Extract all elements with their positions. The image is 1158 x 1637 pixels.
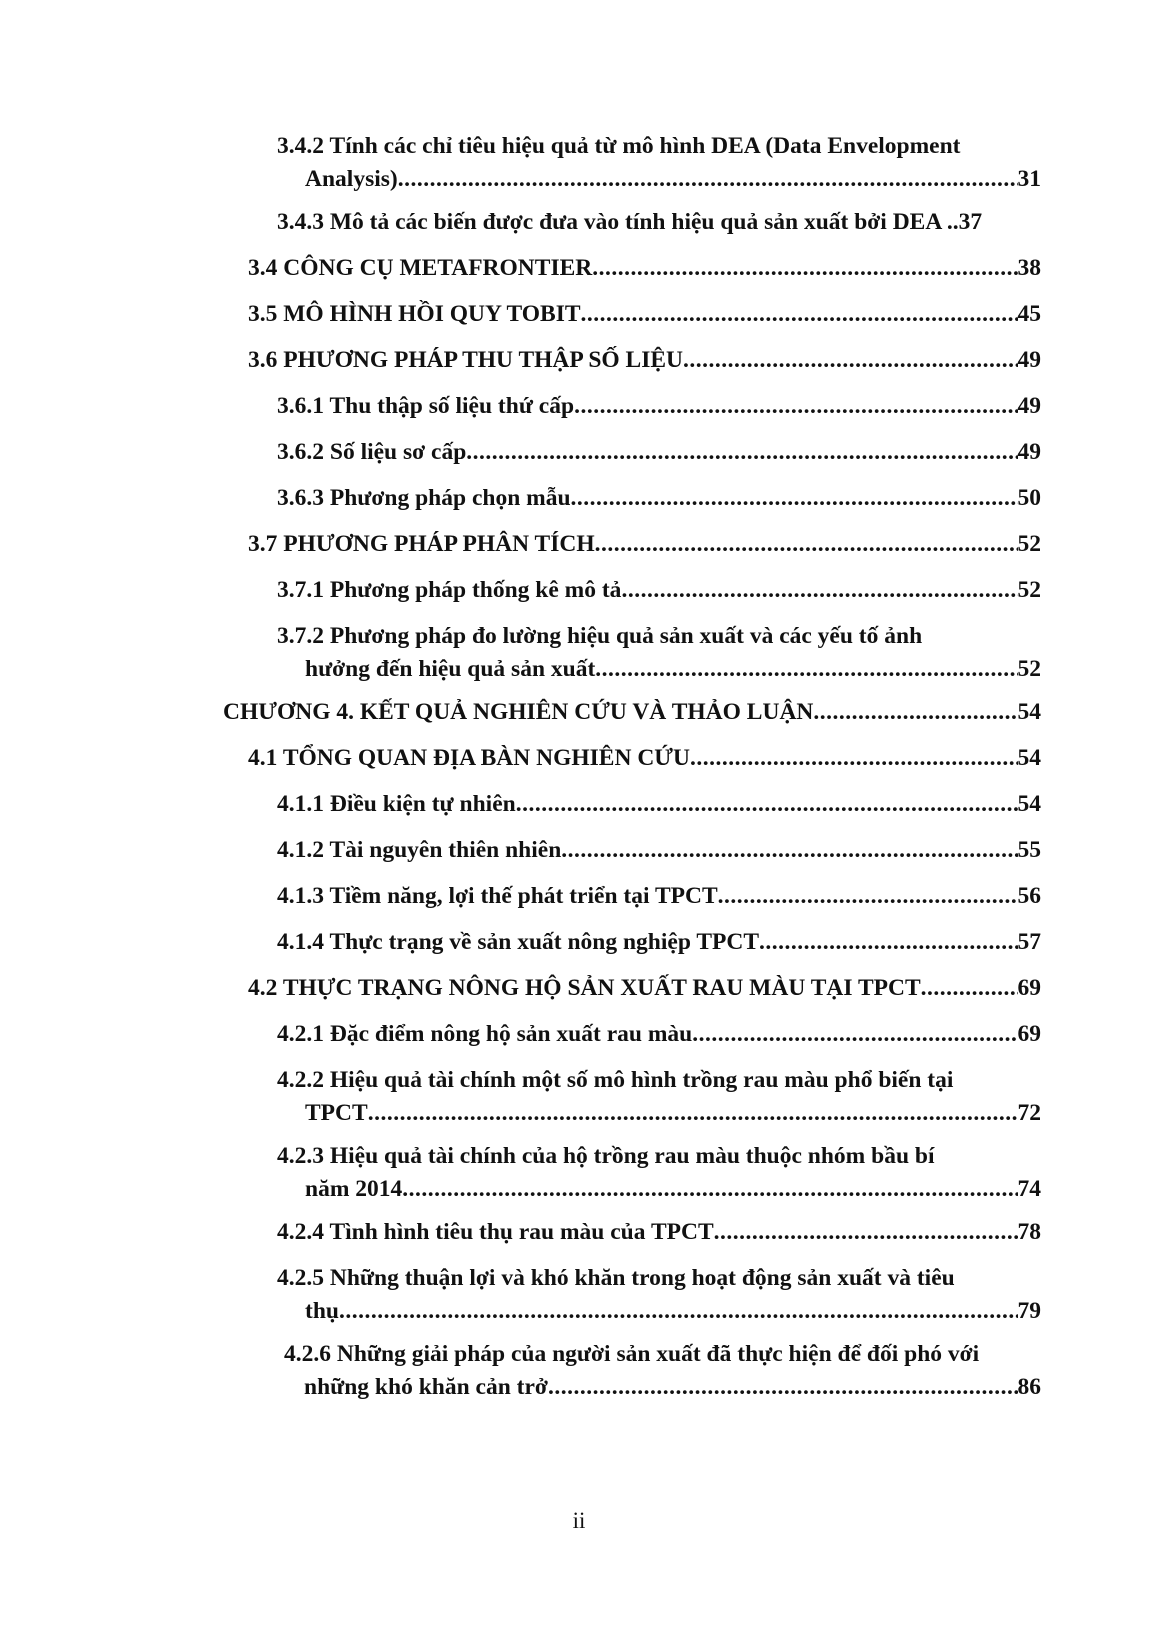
toc-entry-4-2-1 [277,1018,1041,1051]
toc-entry-title: CHƯƠNG 4. KẾT QUẢ NGHIÊN CỨU VÀ THẢO LUẬN [223,699,814,725]
toc-entry-page: 54 [1017,791,1041,817]
toc-entry-row [277,163,1041,196]
toc-entry-title: 4.1.2 Tài nguyên thiên nhiên [277,837,562,863]
toc-entry-3-7-1 [277,574,1041,607]
toc-entry-page: 52 [1017,577,1041,603]
toc-entry-page: 54 [1017,699,1041,725]
toc-entry-page: 52 [1017,656,1041,682]
toc-leader-dots [398,163,1018,196]
toc-entry-title: TPCT [305,1100,368,1126]
toc-entry-3-6-1 [277,390,1041,423]
toc-entry-page: 69 [1017,975,1041,1001]
toc-entry-4-2 [248,972,1041,1005]
toc-entry-page: 69 [1017,1021,1041,1047]
toc-entry-page: 49 [1017,347,1041,373]
toc-leader-dots [683,344,1017,377]
toc-leader-dots [339,1295,1018,1328]
toc-entry-title: 3.6.1 Thu thập số liệu thứ cấp [277,393,575,419]
toc-entry-page: 54 [1017,745,1041,771]
toc-entry-title: 3.6.3 Phương pháp chọn mẫu [277,485,571,511]
toc-entry-4-1-1 [277,788,1041,821]
toc-leader-dots [692,1018,1017,1051]
toc-entry-4-1 [248,742,1041,775]
toc-entry-4-2-2 [277,1064,1041,1130]
toc-entry-3-7 [248,528,1041,561]
toc-entry-chapter-4 [223,696,1041,729]
toc-leader-dots [516,788,1018,821]
toc-entry-title: 3.6 PHƯƠNG PHÁP THU THẬP SỐ LIỆU [248,347,684,373]
toc-entry-page: 86 [1017,1374,1041,1400]
toc-leader-dots [759,926,1017,959]
toc-entry-first-line: 4.2.5 Những thuận lợi và khó khăn trong hoạt động sản xuất và tiêu [277,1265,955,1291]
toc-leader-dots [402,1173,1017,1206]
toc-entry-first-line: 4.2.2 Hiệu quả tài chính một số mô hình trồng rau màu phổ biến tại [277,1067,954,1093]
toc-entry-title: những khó khăn cản trở [304,1374,548,1400]
toc-entry-first-line: 4.2.6 Những giải pháp của người sản xuất đã thực hiện để đối phó với [284,1341,980,1367]
toc-entry-title: 3.4.3 Mô tả các biến được đưa vào tính hiệu quả sản xuất bởi DEA .. [277,209,959,235]
toc-leader-dots [581,298,1018,331]
toc-entry-title: 3.5 MÔ HÌNH HỒI QUY TOBIT [248,301,581,327]
toc-entry-3-5 [248,298,1041,331]
toc-entry-4-1-3 [277,880,1041,913]
toc-entry-page: 31 [1017,166,1041,192]
toc-entry-page: 45 [1017,301,1041,327]
toc-entry-4-2-3 [277,1140,1041,1206]
toc-entry-3-4-3 [277,206,1041,239]
toc-entry-page: 38 [1017,255,1041,281]
toc-leader-dots [621,574,1017,607]
toc-entry-page: 74 [1017,1176,1041,1202]
toc-entry-4-1-4 [277,926,1041,959]
toc-entry-3-6 [248,344,1041,377]
toc-entry-4-1-2 [277,834,1041,867]
toc-entry-title: 3.6.2 Số liệu sơ cấp [277,439,467,465]
toc-entry-title: 4.2.4 Tình hình tiêu thụ rau màu của TPCT [277,1219,714,1245]
toc-entry-4-2-4 [277,1216,1041,1249]
toc-leader-dots [595,653,1017,686]
toc-leader-dots [466,436,1017,469]
toc-entry-title: 3.4 CÔNG CỤ METAFRONTIER [248,255,593,281]
toc-entry-first-line: 4.2.3 Hiệu quả tài chính của hộ trồng rau màu thuộc nhóm bầu bí [277,1143,935,1169]
toc-leader-dots [714,1216,1018,1249]
toc-entry-page: 56 [1017,883,1041,909]
toc-entry-page: 57 [1017,929,1041,955]
toc-entry-title: 4.2 THỰC TRẠNG NÔNG HỘ SẢN XUẤT RAU MÀU TẠI TPCT [248,975,921,1001]
toc-entry-first-line: 3.4.2 Tính các chỉ tiêu hiệu quả từ mô hình DEA (Data Envelopment [277,133,961,159]
toc-entry-title: năm 2014 [305,1176,403,1202]
toc-entry-3-4 [248,252,1041,285]
toc-entry-title: 4.1 TỔNG QUAN ĐỊA BÀN NGHIÊN CỨU [248,745,690,771]
toc-entry-3-6-3 [277,482,1041,515]
toc-entry-title: 4.2.1 Đặc điểm nông hộ sản xuất rau màu [277,1021,693,1047]
toc-leader-dots [574,390,1017,423]
toc-entry-title: 4.1.4 Thực trạng về sản xuất nông nghiệp TPCT [277,929,760,955]
toc-leader-dots [595,528,1018,561]
toc-entry-title: 4.1.1 Điều kiện tự nhiên [277,791,516,817]
toc-leader-dots [921,972,1018,1005]
toc-entry-title: 3.7.1 Phương pháp thống kê mô tả [277,577,622,603]
toc-entry-page: 52 [1017,531,1041,557]
toc-leader-dots [813,696,1017,729]
toc-entry-3-6-2 [277,436,1041,469]
page-number: ii [572,1508,586,1533]
toc-entry-title: hưởng đến hiệu quả sản xuất [305,656,596,682]
toc-entry-page: 79 [1017,1298,1041,1324]
toc-leader-dots [571,482,1018,515]
toc-leader-dots [592,252,1017,285]
toc-entry-page: 55 [1017,837,1041,863]
toc-entry-3-7-2 [277,620,1041,686]
toc-entry-page: 78 [1017,1219,1041,1245]
toc-entry-4-2-6 [284,1338,1041,1404]
toc-leader-dots [368,1097,1018,1130]
toc-entry-page: 49 [1017,393,1041,419]
toc-entry-page: 72 [1017,1100,1041,1126]
toc-entry-page: 49 [1017,439,1041,465]
toc-leader-dots [561,834,1017,867]
toc-entry-page: 50 [1017,485,1041,511]
toc-entry-4-2-5 [277,1262,1041,1328]
toc-entry-title: 4.1.3 Tiềm năng, lợi thế phát triển tại TPCT [277,883,718,909]
toc-entry-title: thụ [305,1298,339,1324]
toc-entry-title: 3.7 PHƯƠNG PHÁP PHÂN TÍCH [248,531,595,557]
toc-entry-title: Analysis) [305,166,398,192]
toc-leader-dots [690,742,1018,775]
toc-entry-page: 37 [958,209,983,235]
toc-entry-first-line: 3.7.2 Phương pháp đo lường hiệu quả sản xuất và các yếu tố ảnh [277,623,923,649]
toc-leader-dots [718,880,1018,913]
toc-leader-dots [548,1371,1018,1404]
toc-entry-3-4-2 [277,130,1041,196]
